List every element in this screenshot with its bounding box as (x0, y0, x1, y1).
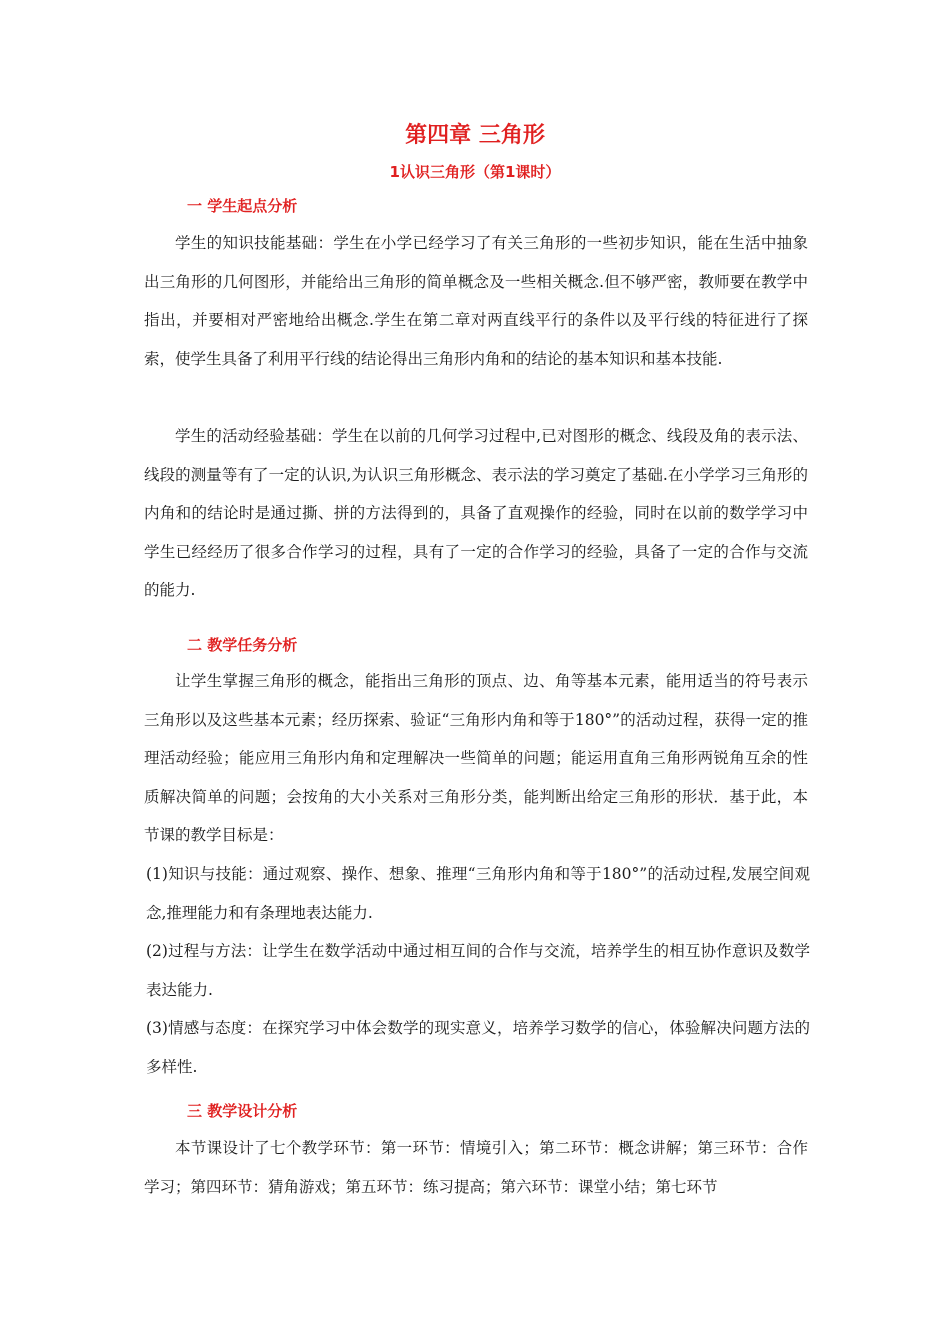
objective-item-process-method: (2)过程与方法：让学生在数学活动中通过相互间的合作与交流，培养学生的相互协作意识及数学表达能力. (146, 942, 810, 999)
chapter-title: 第四章 三角形 (405, 123, 545, 148)
section-heading-student-analysis: 一 学生起点分析 (187, 197, 298, 215)
lesson-title: 1认识三角形（第1课时） (389, 163, 561, 181)
section-heading-design-analysis: 三 教学设计分析 (187, 1102, 298, 1120)
section-heading-task-analysis: 二 教学任务分析 (187, 636, 298, 654)
paragraph-knowledge-basis: 学生的知识技能基础：学生在小学已经学习了有关三角形的一些初步知识，能在生活中抽象出三角形的几何图形，并能给出三角形的简单概念及一些相关概念.但不够严密，教师要在教学中指出，并要相对严密地给出概念.学生在第二章对两直线平行的条件以及平行线的特征进行了探索，使学生具备了利用平行线的结论得出三角形内角和的结论的基本知识和基本技能. (144, 234, 808, 368)
paragraph-activity-basis: 学生的活动经验基础：学生在以前的几何学习过程中,已对图形的概念、线段及角的表示法、线段的测量等有了一定的认识,为认识三角形概念、表示法的学习奠定了基础.在小学学习三角形的内角和的结论时是通过撕、拼的方法得到的，具备了直观操作的经验，同时在以前的数学学习中学生已经经历了很多合作学习的过程，具有了一定的合作学习的经验，具备了一定的合作与交流的能力. (144, 427, 808, 599)
objective-item-knowledge-skill: (1)知识与技能：通过观察、操作、想象、推理“三角形内角和等于180°”的活动过程,发展空间观念,推理能力和有条理地表达能力. (146, 865, 810, 922)
paragraph-task-analysis: 让学生掌握三角形的概念，能指出三角形的顶点、边、角等基本元素，能用适当的符号表示三角形以及这些基本元素；经历探索、验证“三角形内角和等于180°”的活动过程，获得一定的推理活动经验；能应用三角形内角和定理解决一些简单的问题；能运用直角三角形两锐角互余的性质解决简单的问题；会按角的大小关系对三角形分类，能判断出给定三角形的形状．基于此，本节课的教学目标是： (144, 672, 808, 844)
objective-item-emotion-attitude: (3)情感与态度：在探究学习中体会数学的现实意义，培养学习数学的信心，体验解决问题方法的多样性. (146, 1019, 810, 1076)
paragraph-design-analysis: 本节课设计了七个教学环节：第一环节：情境引入；第二环节：概念讲解；第三环节：合作学习；第四环节：猜角游戏；第五环节：练习提高；第六环节：课堂小结；第七环节 (144, 1139, 808, 1196)
